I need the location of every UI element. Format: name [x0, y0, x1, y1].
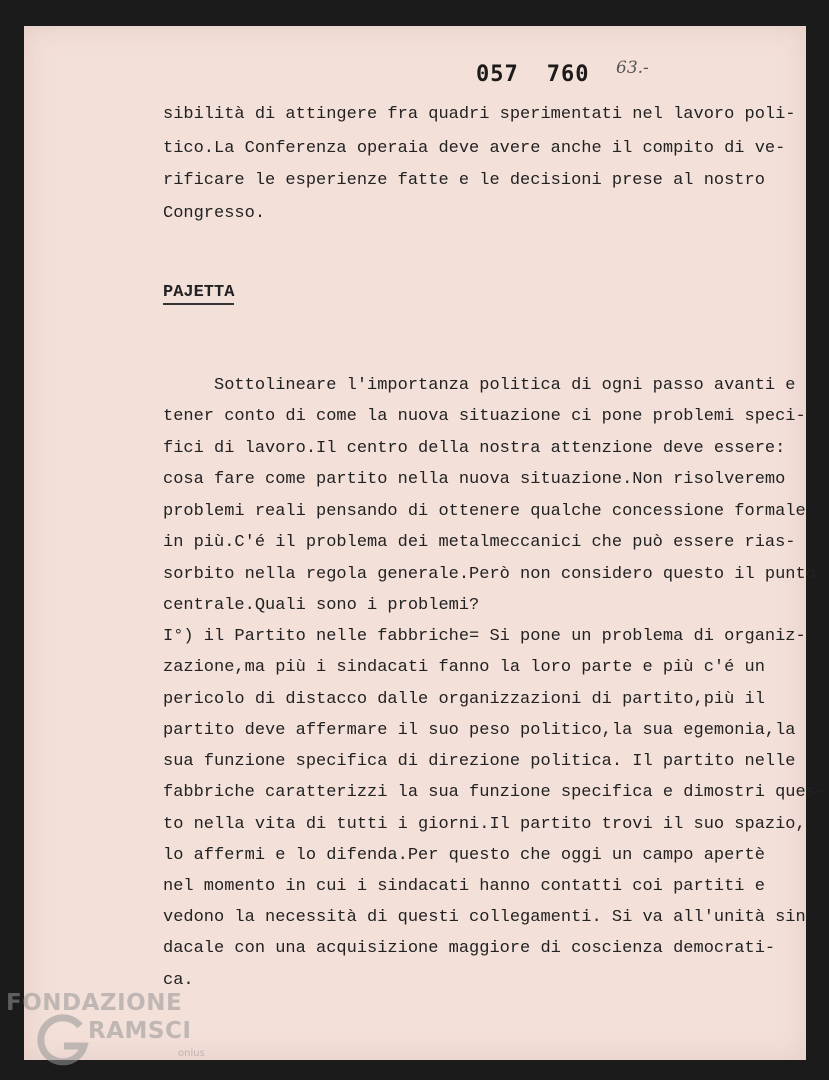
body-line: dacale con una acquisizione maggiore di coscienza democrati-	[163, 939, 776, 958]
archive-number-part2: 760	[546, 62, 590, 87]
body-line: lo affermi e lo difenda.Per questo che oggi un campo apertè	[163, 846, 765, 865]
fondazione-gramsci-logo	[6, 990, 206, 1075]
speaker-heading: PAJETTA	[163, 283, 234, 305]
archive-number-part1: 057	[476, 62, 519, 87]
body-line: tener conto di come la nuova situazione ci pone problemi speci-	[163, 407, 806, 426]
body-line: ca.	[163, 971, 194, 990]
body-line: cosa fare come partito nella nuova situazione.Non risolveremo	[163, 470, 786, 489]
intro-line: tico.La Conferenza operaia deve avere anche il compito di ve-	[163, 139, 786, 158]
body-line: sua funzione specifica di direzione politica. Il partito nelle	[163, 752, 796, 771]
body-line: partito deve affermare il suo peso politico,la sua egemonia,la	[163, 721, 796, 740]
logo-suffix: onlus	[178, 1048, 205, 1059]
archive-number	[476, 62, 618, 87]
body-line: Sottolineare l'importanza politica di ogni passo avanti e	[163, 376, 796, 395]
body-line: centrale.Quali sono i problemi?	[163, 596, 480, 615]
handwritten-page-number: 63.-	[616, 58, 649, 78]
body-line: nel momento in cui i sindacati hanno contatti coi partiti e	[163, 877, 765, 896]
body-line: I°) il Partito nelle fabbriche= Si pone un problema di organiz-	[163, 627, 806, 646]
body-line: pericolo di distacco dalle organizzazioni di partito,più il	[163, 690, 765, 709]
body-line: to nella vita di tutti i giorni.Il partito trovi il suo spazio,	[163, 815, 806, 834]
body-line: problemi reali pensando di ottenere qualche concessione formale	[163, 502, 806, 521]
body-line: sorbito nella regola generale.Però non considero questo il punto	[163, 565, 816, 584]
body-line: fabbriche caratterizzi la sua funzione specifica e dimostri ques-	[163, 783, 827, 802]
intro-line: Congresso.	[163, 204, 266, 223]
logo-line2: RAMSCI	[88, 1018, 192, 1044]
logo-line1: FONDAZIONE	[6, 990, 183, 1016]
body-line: in più.C'é il problema dei metalmeccanici che può essere rias-	[163, 533, 796, 552]
body-line: zazione,ma più i sindacati fanno la loro parte e più c'é un	[163, 658, 765, 677]
body-line: fici di lavoro.Il centro della nostra attenzione deve essere:	[163, 439, 786, 458]
intro-line: sibilità di attingere fra quadri sperimentati nel lavoro poli-	[163, 105, 796, 124]
logo-g-icon	[34, 1012, 92, 1070]
intro-line: rificare le esperienze fatte e le decisioni prese al nostro	[163, 171, 765, 190]
body-line: vedono la necessità di questi collegamenti. Si va all'unità sin	[163, 908, 806, 927]
